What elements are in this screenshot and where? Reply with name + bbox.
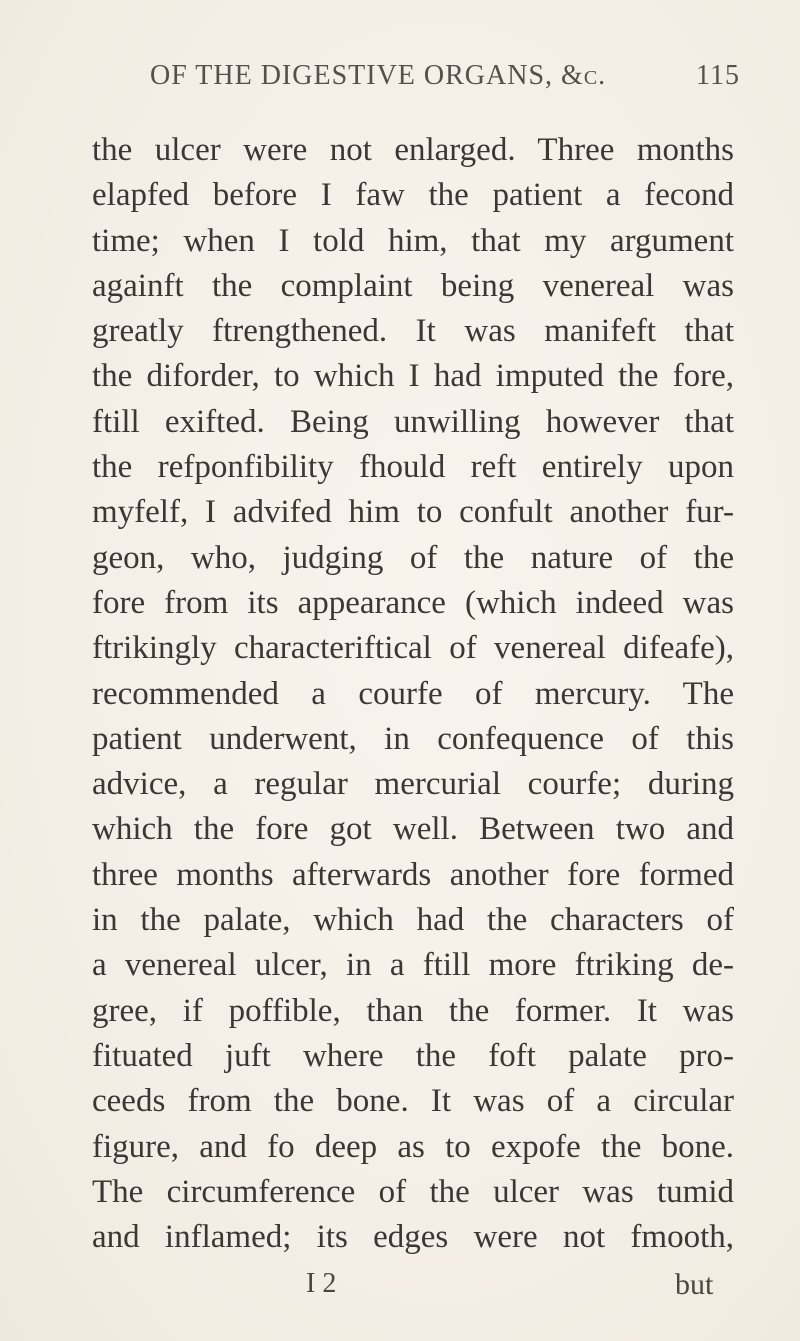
text-line: in the palate, which had the characters of [92,902,734,939]
text-line: greatly ftrengthened. It was manifeft that [92,313,734,350]
text-line: patient underwent, in confequence of this [92,720,734,757]
text-line: recommended a courfe of mercury. The [92,675,734,712]
text-line: gree, if poffible, than the former. It was [92,992,734,1029]
text-line: fituated juft where the foft palate pro- [92,1037,734,1074]
text-line: ftrikingly characteriftical of venereal difeafe), [92,630,734,667]
text-line: figure, and fo deep as to expofe the bone. [92,1128,734,1165]
text-line: a venereal ulcer, in a ftill more ftriking de- [92,947,734,984]
text-line: fore from its appearance (which indeed was [92,584,734,621]
text-line: the diforder, to which I had imputed the fore, [92,358,734,395]
text-line: ftill exifted. Being unwilling however that [92,403,734,440]
text-line: ceeds from the bone. It was of a circular [92,1083,734,1120]
catchword: but [675,1268,714,1301]
text-line: elapfed before I faw the patient a fecond [92,177,734,214]
text-line: geon, who, judging of the nature of the [92,539,734,576]
text-line: againft the complaint being venereal was [92,267,734,304]
signature-mark: I 2 [306,1268,337,1299]
text-line: and inflamed; its edges were not fmooth, [92,1219,734,1256]
text-line: the refponfibility fhould reft entirely upon [92,449,734,486]
text-line: the ulcer were not enlarged. Three months [92,132,734,168]
text-line: three months afterwards another fore formed [92,856,734,893]
page-number: 115 [696,60,740,91]
page-footer [0,1268,800,1308]
text-line: time; when I told him, that my argument [92,222,734,259]
body-text [92,128,734,1260]
text-line: advice, a regular mercurial courfe; during [92,766,734,803]
text-line: The circumference of the ulcer was tumid [92,1173,734,1210]
text-line: myfelf, I advifed him to confult another fur- [92,494,734,531]
running-head [150,60,740,100]
running-title: OF THE DIGESTIVE ORGANS, &c. [150,60,607,91]
text-line: which the fore got well. Between two and [92,811,734,848]
